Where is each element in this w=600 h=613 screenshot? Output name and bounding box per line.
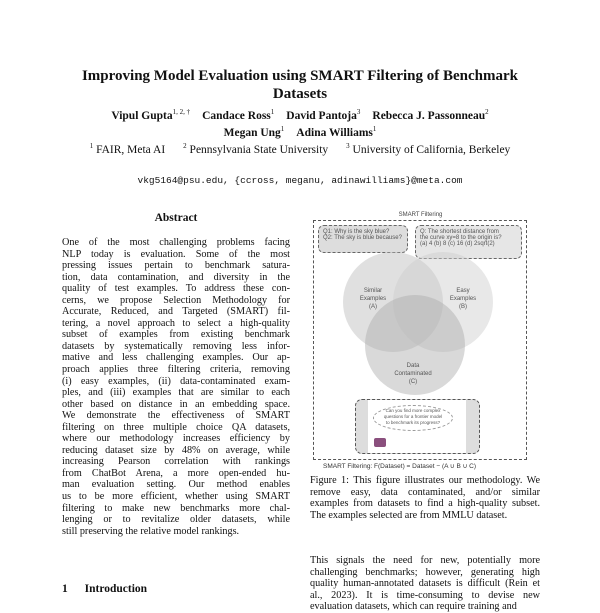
abstract-heading: Abstract xyxy=(154,212,198,224)
author: Megan Ung$^1$ xyxy=(223,125,285,139)
abstract-line: filtering on three multiple choice QA datasets, xyxy=(62,421,290,433)
t: (B) xyxy=(459,304,467,310)
t: Data xyxy=(406,363,420,369)
abstract-line: (i) easy examples, (ii) data-contaminated exam- xyxy=(62,375,290,387)
t: questions for a frontier model xyxy=(383,414,443,419)
affiliations xyxy=(40,142,560,156)
t: Easy xyxy=(456,288,470,294)
abstract-line: reducing dataset size by 48% on average, while xyxy=(62,444,290,456)
abstract-line: datasets by systematically removing less infor- xyxy=(62,340,290,352)
author-affiliation-mark: 2 xyxy=(485,108,489,116)
abstract-body xyxy=(62,237,290,537)
bubble-text: Q: The shortest distance from xyxy=(420,229,499,235)
abstract-line: Accurate, Reduced, and Targeted (SMART) fil- xyxy=(62,306,290,318)
abstract-line: tering, a novel approach to select a high-quality xyxy=(62,317,290,329)
bubble-text: (a) 4 (b) 8 (c) 16 (d) 2sqrt(2) xyxy=(420,241,495,247)
affiliation: $^1$ FAIR, Meta AI xyxy=(89,142,166,156)
filter-formula: SMART Filtering: F(Dataset) = Dataset − (A ∪ B ∪ C) xyxy=(323,463,477,470)
bubble-text: Q2: The sky is blue because? xyxy=(323,235,402,241)
t: Contaminated xyxy=(394,371,432,377)
abstract-line: filtering to make new benchmarks more chal- xyxy=(62,502,290,514)
abstract-line: from ChatBot Arena, a more open-ended hu- xyxy=(62,467,290,479)
author-emails: vkg5164@psu.edu, {ccross, meganu, adinawilliams}@meta.com xyxy=(137,175,463,186)
author-affiliation-mark: 1, 2, † xyxy=(172,108,191,116)
abstract-line: tion, data contamination, and diversity in the xyxy=(62,271,290,283)
abstract-line: cerns, we propose Selection Methodology for xyxy=(62,294,290,306)
author: Rebecca J. Passonneau$^2$ xyxy=(372,108,489,122)
figure-title: SMART Filtering xyxy=(398,212,443,218)
bubble-text: the curve xy=8 to the origin is? xyxy=(420,235,502,241)
intro-paragraph: This signals the need for new, potentially more challenging benchmarks; however, generating high quality human-annotated datasets is difficult (Rein et al., 2023). It is time-consuming to devise new evaluation datasets, which can require training and xyxy=(310,555,540,613)
label-contaminated xyxy=(383,362,443,386)
abstract-line: us to be more efficient, whether using SMART xyxy=(62,491,290,503)
author: Candace Ross$^1$ xyxy=(202,108,275,122)
bubble-text: Q1: Why is the sky blue? xyxy=(323,229,390,235)
figure-caption: Figure 1: This figure illustrates our methodology. We remove easy, data contaminated, and/or similar examples from datasets to find a high-quality subset. The examples selected are from MMLU dataset. xyxy=(310,475,540,521)
abstract-line: ples, and (iii) examples that are similar to each xyxy=(62,387,290,399)
section-number: 1 xyxy=(62,583,68,595)
t: Similar xyxy=(363,288,383,294)
abstract-line: pressing issues pertain to benchmark satura- xyxy=(62,260,290,272)
abstract-line: lenging or to revitalize older datasets, while xyxy=(62,514,290,526)
author-affiliation-mark: 3 xyxy=(356,108,361,116)
crown-icon xyxy=(374,438,386,447)
abstract-line: quality of test examples. To address these con- xyxy=(62,283,290,295)
abstract-line: still preserving the relative model rankings. xyxy=(62,525,240,537)
abstract-line: proach applies three filtering criteria, removing xyxy=(62,364,290,376)
abstract-line: One of the most challenging problems facing xyxy=(62,237,290,248)
author-affiliation-mark: 1 xyxy=(280,125,285,133)
author: Adina Williams$^1$ xyxy=(296,125,377,139)
affiliation: $^2$ Pennsylvania State University xyxy=(183,142,329,156)
abstract-line: other based on distance in an embedding space. xyxy=(62,398,290,410)
abstract-line: We demonstrate the effectiveness of SMART xyxy=(62,410,290,422)
t: (C) xyxy=(408,379,418,385)
affiliation: $^3$ University of California, Berkeley xyxy=(346,142,511,156)
abstract-line: mative and less challenging examples. Our ap- xyxy=(62,352,290,364)
t: Examples xyxy=(359,296,387,302)
section-title: Introduction xyxy=(84,583,148,595)
paper-title: Improving Model Evaluation using SMART Filtering of Benchmark Datasets xyxy=(81,68,519,102)
author-affiliation-mark: 1 xyxy=(270,108,275,116)
authors-line-1 xyxy=(60,108,540,122)
abstract-line: where our methodology increases efficiency by xyxy=(62,433,290,445)
label-similar xyxy=(348,287,398,311)
abstract-line: subset of examples from existing benchmark xyxy=(62,329,290,341)
authors-line-2 xyxy=(60,125,540,139)
author: David Pantoja$^3$ xyxy=(286,108,361,122)
abstract-line: man evaluation setting. Our method enables xyxy=(62,479,290,491)
thought-bubble xyxy=(373,405,453,431)
abstract-line: increasing Pearson correlation with rankings xyxy=(62,456,290,468)
t: to benchmark its progress? xyxy=(385,420,441,425)
label-easy xyxy=(438,287,488,311)
t: Examples xyxy=(449,296,477,302)
frontier-model-panel xyxy=(355,399,480,454)
figure-1 xyxy=(313,212,528,472)
author: Vipul Gupta$^{1, 2, \dagger}$ xyxy=(111,108,191,122)
abstract-line: NLP today is evaluation. Some of the most xyxy=(62,248,290,260)
author-affiliation-mark: 1 xyxy=(372,125,377,133)
t: (A) xyxy=(369,304,377,310)
section-heading xyxy=(62,583,147,595)
t: Can you find more complex xyxy=(385,408,441,413)
